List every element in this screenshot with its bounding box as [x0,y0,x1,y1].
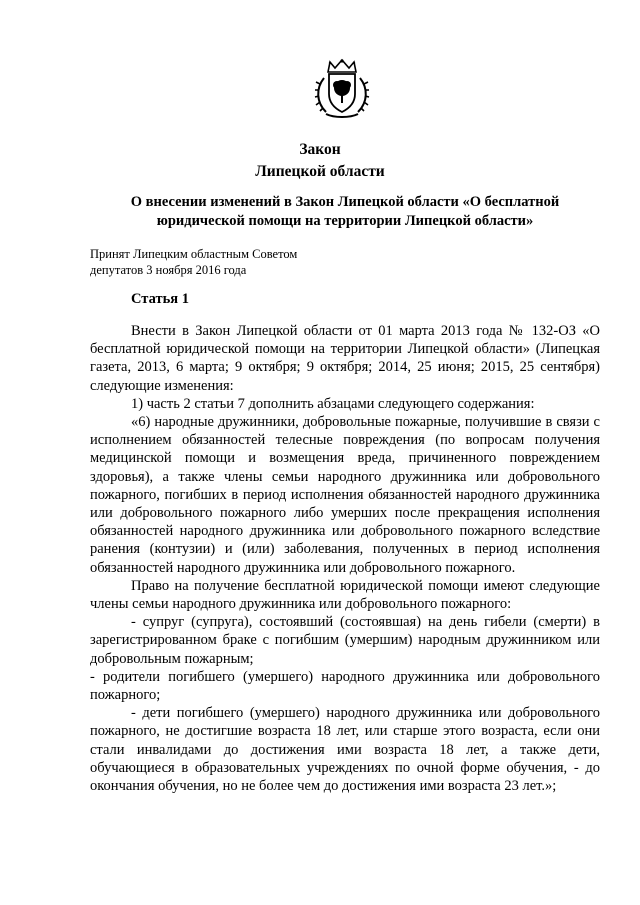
paragraph-item-1: 1) часть 2 статьи 7 дополнить абзацами следующего содержания: [131,395,535,412]
list-item-parents: - родители погибшего (умершего) народного дружинника или добровольного пожарного; [90,668,600,704]
list-item-spouse: - супруг (супруга), состоявший (состоявшая) на день гибели (смерти) в зарегистрированном браке с погибшим (умершим) народным дружинником или добровольным пожарным; [90,614,600,667]
article-heading: Статья 1 [131,291,189,307]
adoption-note [90,246,390,278]
adoption-note-line-1: Принят Липецким областным Советом [90,247,298,261]
region-title: Липецкой области [255,163,385,180]
adoption-note-line-2: депутатов 3 ноября 2016 года [90,263,247,277]
law-subtitle-line-2: юридической помощи на территории Липецкой области» [156,213,534,229]
paragraph-right-to-aid: Право на получение бесплатной юридической помощи имеют следующие члены семьи народного дружинника или добровольного пожарного: [90,577,600,613]
paragraph-intro: Внести в Закон Липецкой области от 01 марта 2013 года № 132-ОЗ «О бесплатной юридической помощи на территории Липецкой области» (Липецкая газета, 2013, 6 марта; 9 октября; 9 октября; 2014, 25 июня; 2015, 25 сентября) следующие изменения: [90,323,600,394]
document-type-title: Закон [299,141,341,158]
law-subtitle-line-1: О внесении изменений в Закон Липецкой области «О бесплатной [130,194,560,210]
article-body [90,322,600,795]
list-item-children: - дети погибшего (умершего) народного дружинника или добровольного пожарного, не достигшие возраста 18 лет, или старше этого возраста, если они стали инвалидами до достижения ими возраста 18 лет, а также дети, обучающиеся в образовательных учреждениях по очной форме обучения, - до окончания обучения, но не более чем до достижения ими возраста 23 лет.»; [90,705,600,795]
coat-of-arms-emblem [314,58,370,120]
paragraph-item-6: «6) народные дружинники, добровольные пожарные, получившие в связи с исполнением обязанностей телесные повреждения (по вопросам получения медицинской помощи и возмещения вреда, причиненного повреждением здоровья), а также члены семьи народного дружинника или добровольного пожарного, погибших в период исполнения обязанностей народного дружинника или добровольного пожарного либо умерших после прекращения исполнения обязанностей народного дружинника или добровольного пожарного вследствие ранения (контузии) и (или) заболевания, полученных в период исполнения обязанностей народного дружинника или добровольного пожарного. [90,414,600,576]
law-subtitle [90,193,600,231]
